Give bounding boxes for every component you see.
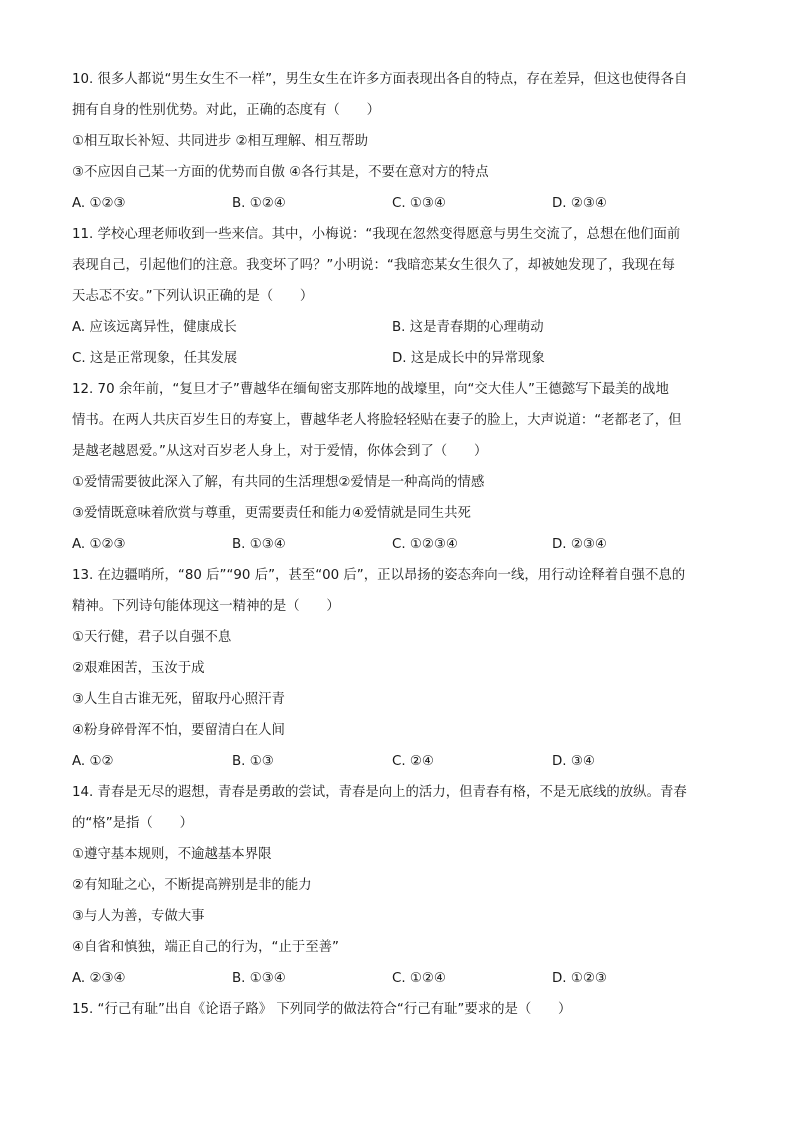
- option-d: D. ②③④: [552, 537, 607, 552]
- question-11-stem: 11. 学校心理老师收到一些来信。其中，小梅说：“我现在忽然变得愿意与男生交流了，总想在他们面前: [72, 227, 681, 242]
- option-c: C. ①②③④: [392, 537, 458, 552]
- question-15-stem: 15. “行己有耻”出自《论语子路》 下列同学的做法符合“行己有耻”要求的是（ ）: [72, 1002, 572, 1017]
- question-10-statement: ①相互取长补短、共同进步 ②相互理解、相互帮助: [72, 134, 369, 149]
- question-11: [72, 219, 732, 374]
- option-d: D. 这是成长中的异常现象: [392, 351, 545, 366]
- option-d: D. ③④: [552, 754, 595, 769]
- question-14-stem: 14. 青春是无尽的遐想，青春是勇敢的尝试，青春是向上的活力，但青春有格，不是无底线的放纵。青春: [72, 785, 687, 800]
- question-15: [72, 994, 732, 1025]
- question-13-statement: ③人生自古谁无死，留取丹心照汗青: [72, 692, 285, 707]
- option-d: D. ②③④: [552, 196, 607, 211]
- question-12-stem: 情书。在两人共庆百岁生日的寿宴上，曹越华老人将脸轻轻贴在妻子的脸上，大声说道：“老都老了，但: [72, 413, 682, 428]
- question-13: [72, 560, 732, 777]
- option-c: C. ①②④: [392, 971, 446, 986]
- question-12-statement: ①爱情需要彼此深入了解，有共同的生活理想②爱情是一种高尚的情感: [72, 475, 485, 490]
- option-a: A. ②③④: [72, 971, 126, 986]
- option-c: C. ②④: [392, 754, 434, 769]
- question-13-options: [72, 746, 732, 777]
- question-14-statement: ①遵守基本规则，不逾越基本界限: [72, 847, 272, 862]
- option-a: A. ①②: [72, 754, 114, 769]
- option-b: B. 这是青春期的心理萌动: [392, 320, 544, 335]
- option-b: B. ①③: [232, 754, 274, 769]
- question-13-statement: ④粉身碎骨浑不怕，要留清白在人间: [72, 723, 285, 738]
- question-10: [72, 64, 732, 219]
- question-13-statement: ①天行健，君子以自强不息: [72, 630, 232, 645]
- question-14-statement: ②有知耻之心，不断提高辨别是非的能力: [72, 878, 312, 893]
- question-11-options-row-2: [72, 343, 732, 374]
- option-a: A. 应该远离异性，健康成长: [72, 320, 237, 335]
- question-13-stem: 13. 在边疆哨所，“80 后”“90 后”，甚至“00 后”，正以昂扬的姿态奔向一线，用行动诠释着自强不息的: [72, 568, 686, 583]
- question-12-stem: 12. 70 余年前，“复旦才子”曹越华在缅甸密支那阵地的战壕里，向“交大佳人”王德懿写下最美的战地: [72, 382, 669, 397]
- option-b: B. ①③④: [232, 537, 286, 552]
- option-a: A. ①②③: [72, 196, 126, 211]
- question-10-stem: 拥有自身的性别优势。对此，正确的态度有（ ）: [72, 103, 380, 118]
- question-13-statement: ②艰难困苦，玉汝于成: [72, 661, 205, 676]
- question-12-statement: ③爱情既意味着欣赏与尊重，更需要责任和能力④爱情就是同生共死: [72, 506, 471, 521]
- exam-page: [72, 64, 732, 1025]
- question-14: [72, 777, 732, 994]
- question-11-stem: 天忐忑不安。”下列认识正确的是（ ）: [72, 289, 314, 304]
- question-11-options-row-1: [72, 312, 732, 343]
- question-10-stem: 10. 很多人都说“男生女生不一样”，男生女生在许多方面表现出各自的特点，存在差异，但这也使得各自: [72, 72, 688, 87]
- option-b: B. ①③④: [232, 971, 286, 986]
- question-12-options: [72, 529, 732, 560]
- question-14-statement: ④自省和慎独，端正自己的行为，“止于至善”: [72, 940, 339, 955]
- question-13-stem: 精神。下列诗句能体现这一精神的是（ ）: [72, 599, 340, 614]
- question-10-options: [72, 188, 732, 219]
- option-b: B. ①②④: [232, 196, 286, 211]
- option-a: A. ①②③: [72, 537, 126, 552]
- question-10-statement: ③不应因自己某一方面的优势而自傲 ④各行其是，不要在意对方的特点: [72, 165, 489, 180]
- option-c: C. 这是正常现象，任其发展: [72, 351, 238, 366]
- option-d: D. ①②③: [552, 971, 607, 986]
- option-c: C. ①③④: [392, 196, 446, 211]
- question-14-statement: ③与人为善，专做大事: [72, 909, 205, 924]
- question-12-stem: 是越老越恩爱。”从这对百岁老人身上，对于爱情，你体会到了（ ）: [72, 444, 488, 459]
- question-12: [72, 374, 732, 560]
- question-14-stem: 的“格”是指（ ）: [72, 816, 193, 831]
- question-14-options: [72, 963, 732, 994]
- question-11-stem: 表现自己，引起他们的注意。我变坏了吗？”小明说：“我暗恋某女生很久了，却被她发现了，我现在每: [72, 258, 676, 273]
